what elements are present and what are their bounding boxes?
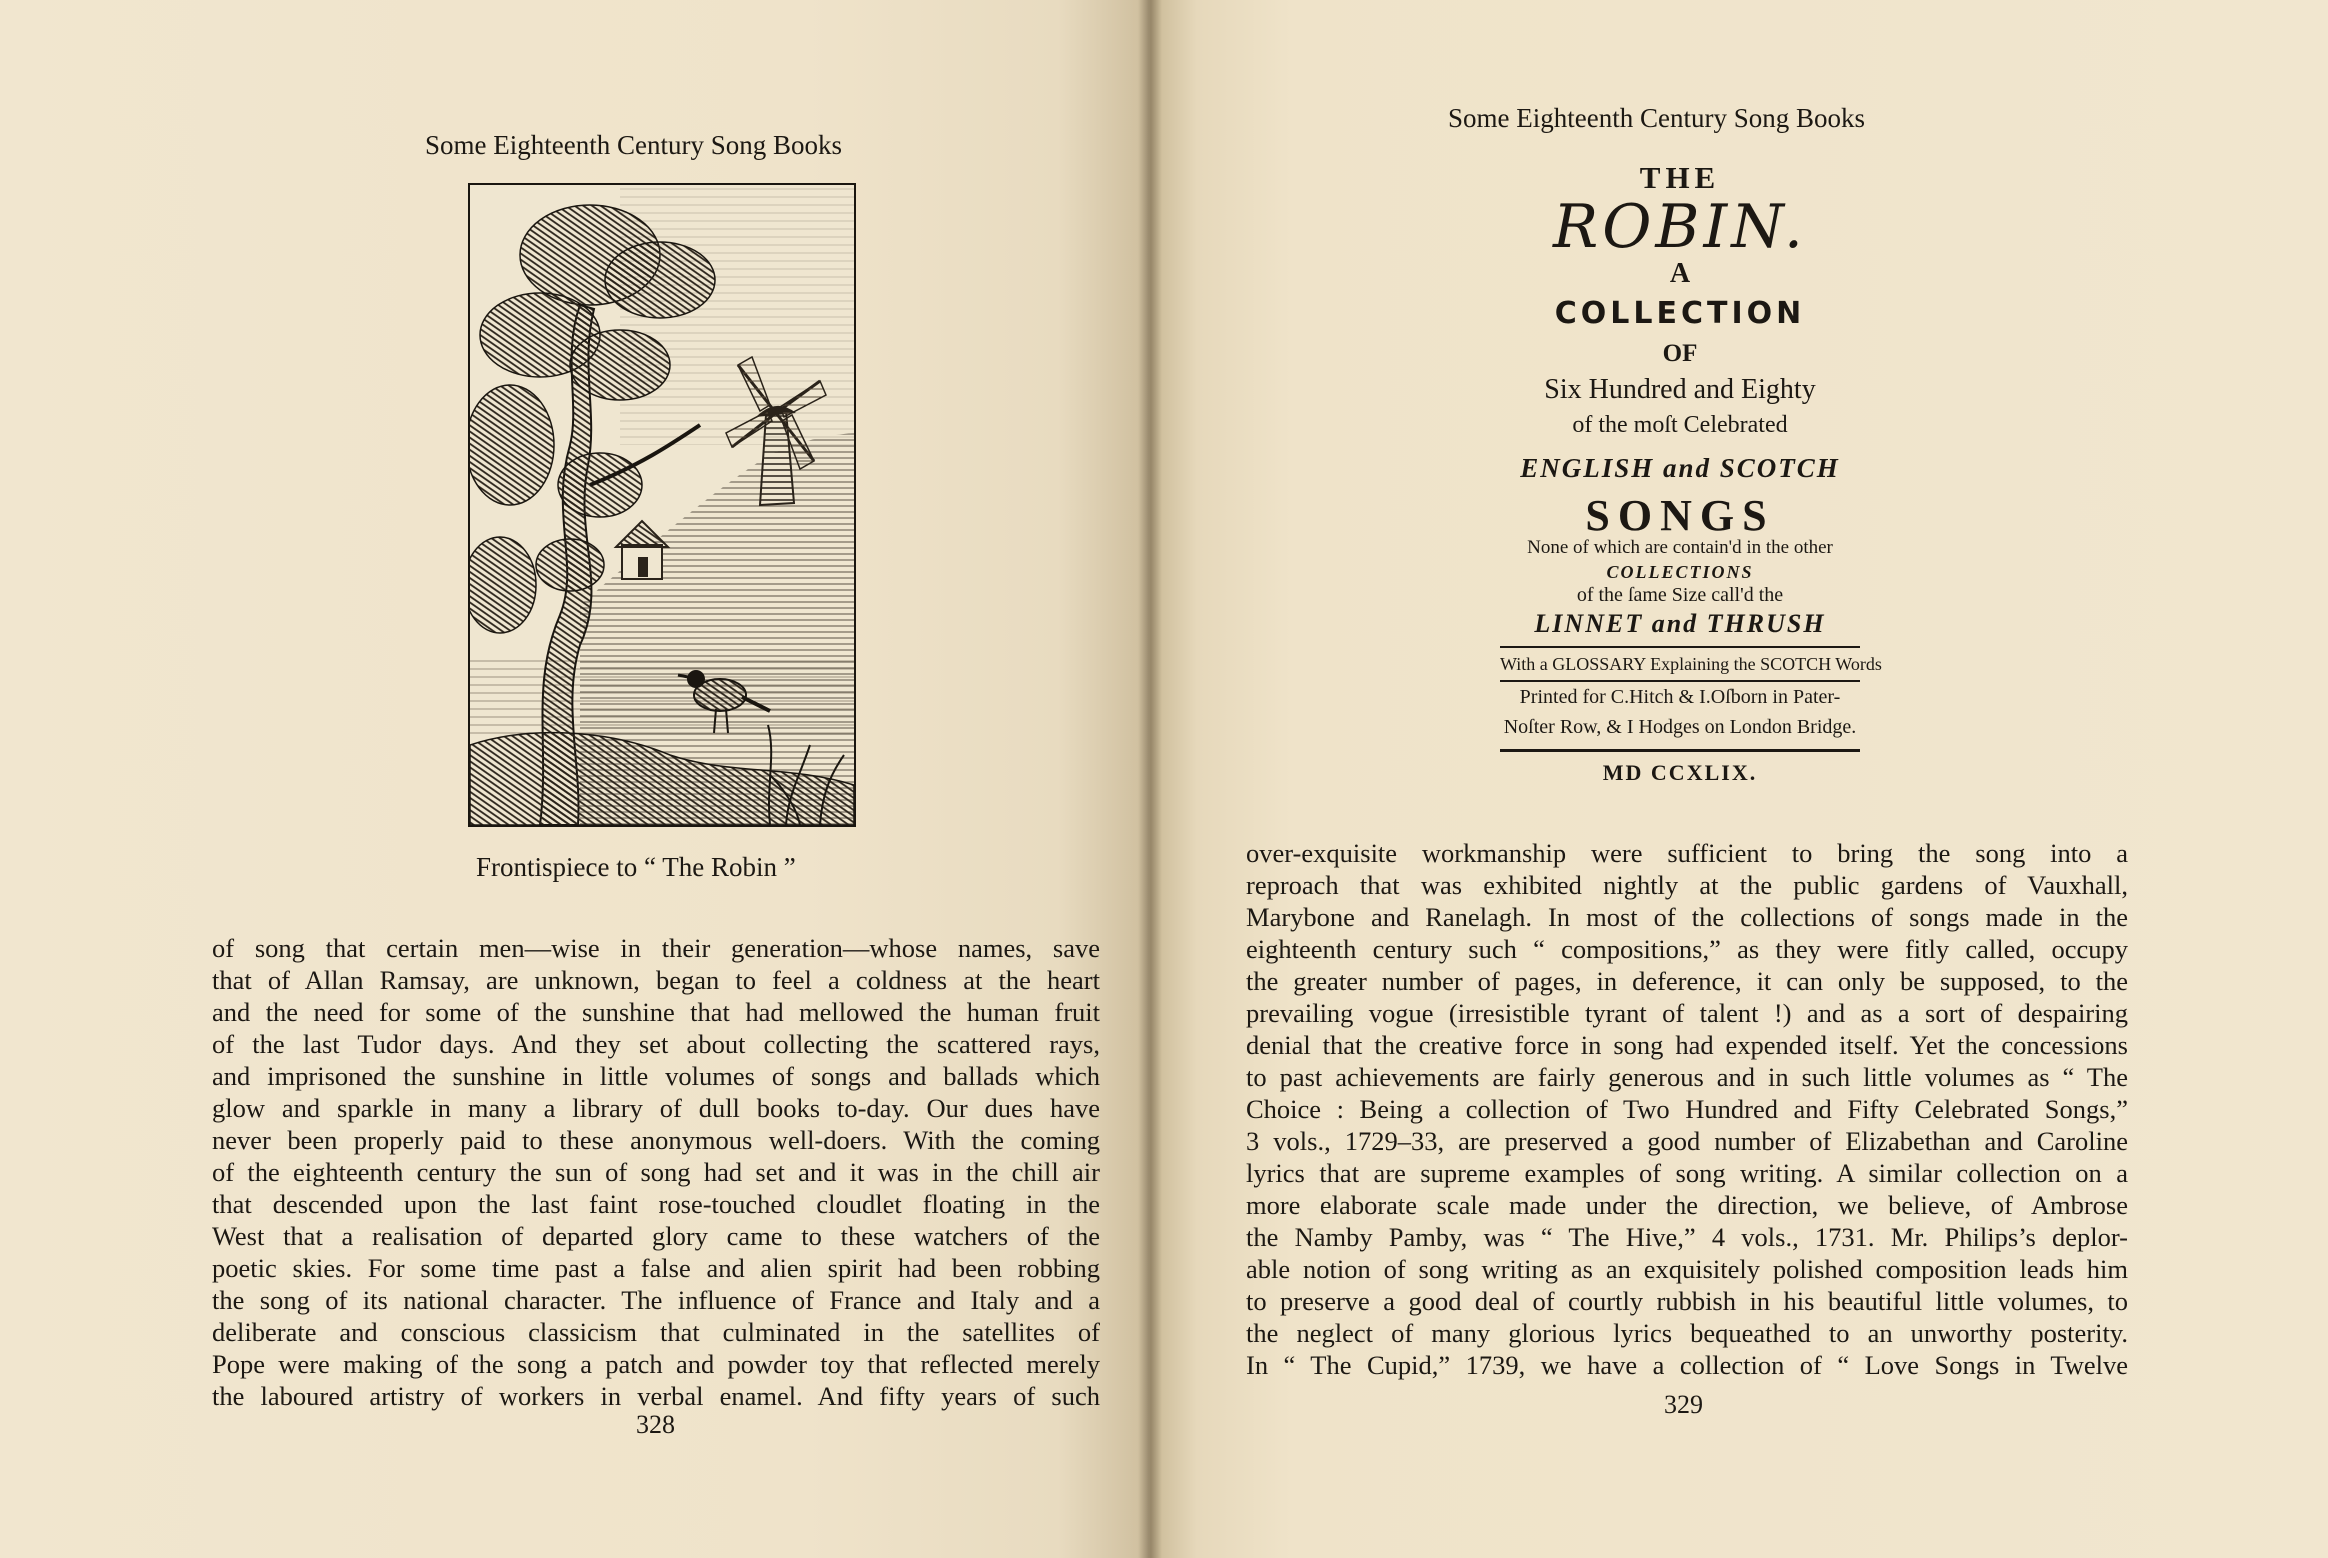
title-glossary: With a GLOSSARY Explaining the SCOTCH Words — [1500, 654, 1882, 674]
text-line: that of Allan Ramsay, are unknown, began to feel a coldness at the heart — [212, 965, 1100, 995]
text-line: Pope were making of the song a patch and powder toy that reflected merely — [212, 1349, 1100, 1379]
text-line: poetic skies. For some time past a false and alien spirit had been robbing — [212, 1253, 1100, 1283]
text-line: and the need for some of the sunshine that had mellowed the human fruit — [212, 997, 1100, 1027]
page-number-left: 328 — [636, 1410, 675, 1439]
body-text-right — [1246, 837, 2128, 1381]
page-number-right: 329 — [1664, 1390, 1703, 1419]
text-line: 3 vols., 1729–33, are preserved a good number of Elizabethan and Caroline — [1246, 1126, 2128, 1156]
title-songs: SONGS — [1585, 491, 1775, 540]
title-english-scotch: ENGLISH and SCOTCH — [1520, 453, 1840, 483]
text-line: that descended upon the last faint rose-touched cloudlet floating in the — [212, 1189, 1100, 1219]
title-same-size: of the ſame Size call'd the — [1576, 584, 1784, 606]
text-line: lyrics that are supreme examples of song writing. A similar collection on a — [1246, 1158, 2128, 1188]
title-rule — [1500, 749, 1860, 752]
title-robin: ROBIN. — [1553, 192, 1807, 262]
text-line: West that a realisation of departed glory came to these watchers of the — [212, 1221, 1100, 1251]
title-imprint-line-1: Printed for C.Hitch & I.Oſborn in Pater- — [1519, 686, 1841, 708]
title-a: A — [1669, 258, 1691, 289]
title-date: MD CCXLIX. — [1602, 760, 1758, 785]
title-collection: COLLECTION — [1554, 296, 1806, 331]
text-line: to preserve a good deal of courtly rubbish in his beautiful little volumes, to — [1246, 1286, 2128, 1316]
text-line: In “ The Cupid,” 1739, we have a collection of “ Love Songs in Twelve — [1246, 1350, 2128, 1380]
text-line: of song that certain men—wise in their generation—whose names, save — [212, 933, 1100, 963]
text-line: denial that the creative force in song had expended itself. Yet the concessions — [1246, 1030, 2128, 1060]
book-gutter — [1138, 0, 1162, 1558]
frontispiece-caption: Frontispiece to “ The Robin ” — [476, 852, 796, 882]
frontispiece-illustration — [468, 183, 856, 827]
title-page-reproduction — [1500, 0, 1882, 800]
text-line: never been properly paid to these anonymous well-doers. With the coming — [212, 1125, 1100, 1155]
text-line: reproach that was exhibited nightly at the public gardens of Vauxhall, — [1246, 870, 2128, 900]
body-text-left — [212, 932, 1100, 1412]
text-line: the song of its national character. The influence of France and Italy and a — [212, 1285, 1100, 1315]
text-line: of the eighteenth century the sun of song had set and it was in the chill air — [212, 1157, 1100, 1187]
text-line: the laboured artistry of workers in verbal enamel. And fifty years of such — [212, 1381, 1100, 1411]
running-head-right: Some Eighteenth Century Song Books — [1448, 103, 1865, 133]
text-line: Choice : Being a collection of Two Hundred and Fifty Celebrated Songs,” — [1246, 1094, 2128, 1124]
text-line: Marybone and Ranelagh. In most of the collections of songs made in the — [1246, 902, 2128, 932]
left-page — [0, 0, 1150, 1558]
frontispiece-engraving-icon — [470, 185, 854, 825]
title-rule — [1500, 646, 1860, 648]
title-imprint-line-2: Noſter Row, & I Hodges on London Bridge. — [1503, 716, 1857, 738]
text-line: glow and sparkle in many a library of dull books to-day. Our dues have — [212, 1093, 1100, 1123]
running-head-left: Some Eighteenth Century Song Books — [425, 130, 842, 160]
title-linnet-thrush: LINNET and THRUSH — [1534, 609, 1826, 638]
title-the: THE — [1639, 160, 1721, 195]
text-line: and imprisoned the sunshine in little volumes of songs and ballads which — [212, 1061, 1100, 1091]
text-line: the neglect of many glorious lyrics bequeathed to an unworthy posterity. — [1246, 1318, 2128, 1348]
title-collections: COLLECTIONS — [1606, 562, 1754, 582]
title-rule — [1500, 680, 1860, 682]
text-line: deliberate and conscious classicism that culminated in the satellites of — [212, 1317, 1100, 1347]
text-line: able notion of song writing as an exquisitely polished composition leads him — [1246, 1254, 2128, 1284]
title-most-celebrated: of the moſt Celebrated — [1572, 412, 1788, 438]
text-line: over-exquisite workmanship were sufficient to bring the song into a — [1246, 838, 2128, 868]
text-line: more elaborate scale made under the direction, we believe, of Ambrose — [1246, 1190, 2128, 1220]
text-line: the greater number of pages, in deference, it can only be supposed, to the — [1246, 966, 2128, 996]
text-line: to past achievements are fairly generous and in such little volumes as “ The — [1246, 1062, 2128, 1092]
text-line: of the last Tudor days. And they set about collecting the scattered rays, — [212, 1029, 1100, 1059]
text-line: the Namby Pamby, was “ The Hive,” 4 vols., 1731. Mr. Philips’s deplor- — [1246, 1222, 2128, 1252]
text-line: prevailing vogue (irresistible tyrant of talent !) and as a sort of despairing — [1246, 998, 2128, 1028]
text-line: eighteenth century such “ compositions,” as they were fitly called, occupy — [1246, 934, 2128, 964]
title-six-hundred: Six Hundred and Eighty — [1544, 374, 1816, 405]
title-of: OF — [1662, 340, 1698, 367]
title-none-contained: None of which are contain'd in the other — [1527, 537, 1833, 558]
